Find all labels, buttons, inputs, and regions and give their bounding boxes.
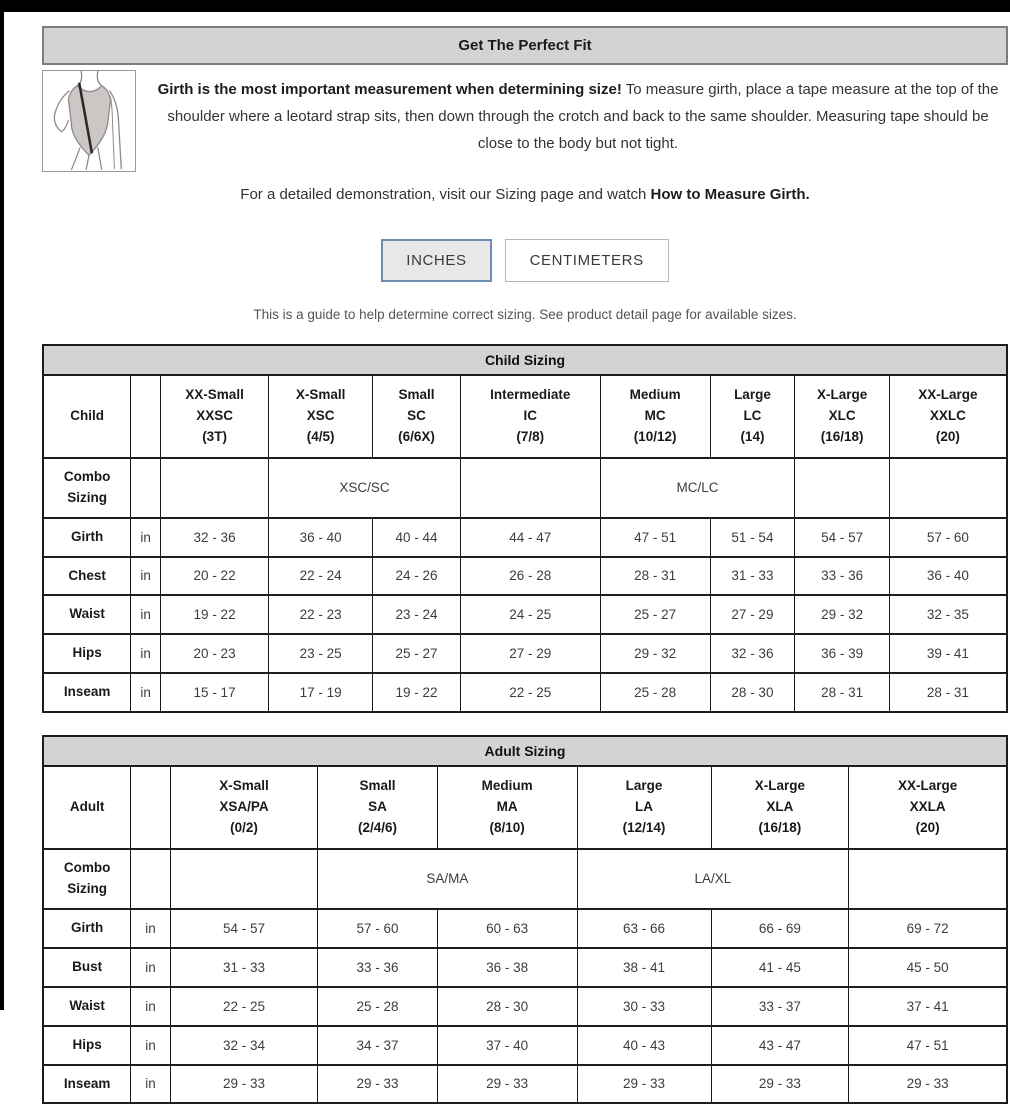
measurement-value: 27 - 29 [460,634,600,673]
measurement-value: 28 - 31 [600,557,710,596]
measurement-value: 22 - 25 [170,987,317,1026]
combo-sizing-row [43,849,1007,909]
size-column-header: Large LC (14) [710,375,795,458]
inches-button[interactable]: INCHES [381,239,491,282]
measurement-value: 47 - 51 [849,1026,1007,1065]
measurement-value: 37 - 40 [437,1026,577,1065]
measurement-value: 29 - 33 [170,1065,317,1104]
measurement-value: 25 - 27 [373,634,461,673]
size-column-header: XX-Large XXLC (20) [889,375,1007,458]
combo-unit-cell [131,849,171,909]
measurement-value: 33 - 36 [795,557,889,596]
measurement-row [43,1065,1007,1104]
adult-sizing-table [42,735,1008,1104]
unit-cell: in [131,518,161,557]
unit-header-cell [131,766,171,849]
size-column-header: Medium MA (8/10) [437,766,577,849]
measurement-value: 29 - 33 [849,1065,1007,1104]
measurement-row [43,634,1007,673]
measurement-value: 22 - 23 [269,595,373,634]
measurement-value: 51 - 54 [710,518,795,557]
combo-sizing-cell [170,849,317,909]
measurement-value: 28 - 31 [795,673,889,712]
combo-sizing-cell [889,458,1007,518]
measurement-value: 17 - 19 [269,673,373,712]
measurement-label: Inseam [43,673,131,712]
row-group-label: Adult [43,766,131,849]
measurement-value: 23 - 25 [269,634,373,673]
table-title-row [43,345,1007,375]
leotard-girth-diagram-icon [42,70,136,172]
measurement-value: 32 - 36 [161,518,269,557]
girth-instructions-lead: Girth is the most important measurement when determining size! [157,81,622,98]
table-title: Child Sizing [43,345,1007,375]
measurement-value: 30 - 33 [577,987,711,1026]
size-column-header: X-Small XSC (4/5) [269,375,373,458]
unit-toggle [42,239,1008,282]
measurement-value: 22 - 24 [269,557,373,596]
unit-cell: in [131,595,161,634]
unit-header-cell [131,375,161,458]
sizing-page [42,26,1008,1104]
size-column-header: Intermediate IC (7/8) [460,375,600,458]
table-title-row [43,736,1007,766]
measurement-value: 29 - 33 [318,1065,438,1104]
combo-sizing-cell [795,458,889,518]
combo-sizing-label: Combo Sizing [43,458,131,518]
measurement-value: 44 - 47 [460,518,600,557]
combo-sizing-label: Combo Sizing [43,849,131,909]
measurement-value: 19 - 22 [161,595,269,634]
row-group-label: Child [43,375,131,458]
measurement-value: 32 - 35 [889,595,1007,634]
measurement-label: Hips [43,634,131,673]
measurement-value: 69 - 72 [849,909,1007,948]
measurement-value: 54 - 57 [795,518,889,557]
measurement-row [43,987,1007,1026]
measurement-value: 31 - 33 [710,557,795,596]
measurement-value: 40 - 44 [373,518,461,557]
page-title: Get The Perfect Fit [42,26,1008,65]
measurement-value: 45 - 50 [849,948,1007,987]
combo-sizing-cell [460,458,600,518]
measurement-row [43,557,1007,596]
sizing-guide-note: This is a guide to help determine correct sizing. See product detail page for available sizes. [253,307,797,322]
measurement-value: 25 - 28 [600,673,710,712]
measurement-value: 29 - 33 [577,1065,711,1104]
measurement-value: 26 - 28 [460,557,600,596]
combo-unit-cell [131,458,161,518]
measurement-label: Waist [43,595,131,634]
measurement-value: 36 - 39 [795,634,889,673]
measurement-value: 33 - 37 [711,987,849,1026]
demo-link-line [42,186,1008,203]
unit-cell: in [131,1026,171,1065]
measurement-value: 60 - 63 [437,909,577,948]
combo-sizing-cell: MC/LC [600,458,795,518]
combo-sizing-cell: XSC/SC [269,458,461,518]
measurement-value: 57 - 60 [889,518,1007,557]
measurement-value: 32 - 34 [170,1026,317,1065]
measurement-label: Chest [43,557,131,596]
measurement-row [43,595,1007,634]
size-column-header: Large LA (12/14) [577,766,711,849]
screenshot-top-edge [0,0,1010,12]
measurement-row [43,518,1007,557]
size-column-header: X-Large XLC (16/18) [795,375,889,458]
measurement-value: 24 - 25 [460,595,600,634]
measurement-value: 36 - 40 [889,557,1007,596]
screenshot-left-edge [0,0,4,1010]
leotard-figure-drawing [43,71,135,171]
measurement-value: 57 - 60 [318,909,438,948]
measurement-value: 34 - 37 [318,1026,438,1065]
size-header-row [43,375,1007,458]
unit-cell: in [131,909,171,948]
measurement-row [43,1026,1007,1065]
measurement-value: 28 - 30 [710,673,795,712]
measurement-value: 27 - 29 [710,595,795,634]
demo-line-bold: How to Measure Girth. [650,186,810,203]
measurement-label: Inseam [43,1065,131,1104]
measurement-value: 32 - 36 [710,634,795,673]
size-column-header: Medium MC (10/12) [600,375,710,458]
size-column-header: XX-Small XXSC (3T) [161,375,269,458]
measurement-value: 36 - 38 [437,948,577,987]
measurement-label: Bust [43,948,131,987]
measurement-label: Girth [43,909,131,948]
measurement-value: 63 - 66 [577,909,711,948]
measurement-value: 28 - 31 [889,673,1007,712]
measurement-value: 23 - 24 [373,595,461,634]
measurement-label: Hips [43,1026,131,1065]
size-column-header: X-Small XSA/PA (0/2) [170,766,317,849]
centimeters-button[interactable]: CENTIMETERS [505,239,669,282]
combo-sizing-row [43,458,1007,518]
unit-cell: in [131,557,161,596]
unit-cell: in [131,634,161,673]
size-column-header: Small SC (6/6X) [373,375,461,458]
measurement-value: 43 - 47 [711,1026,849,1065]
combo-sizing-cell [161,458,269,518]
measurement-value: 66 - 69 [711,909,849,948]
measurement-value: 20 - 23 [161,634,269,673]
measurement-value: 29 - 33 [437,1065,577,1104]
measurement-value: 29 - 32 [600,634,710,673]
unit-cell: in [131,987,171,1026]
measurement-value: 20 - 22 [161,557,269,596]
measurement-value: 25 - 27 [600,595,710,634]
measurement-value: 29 - 33 [711,1065,849,1104]
measurement-value: 29 - 32 [795,595,889,634]
measurement-value: 38 - 41 [577,948,711,987]
size-column-header: XX-Large XXLA (20) [849,766,1007,849]
girth-instructions [136,70,1008,157]
table-title: Adult Sizing [43,736,1007,766]
measurement-value: 28 - 30 [437,987,577,1026]
measurement-value: 31 - 33 [170,948,317,987]
measurement-value: 40 - 43 [577,1026,711,1065]
size-header-row [43,766,1007,849]
unit-cell: in [131,1065,171,1104]
measurement-value: 37 - 41 [849,987,1007,1026]
measurement-row [43,909,1007,948]
girth-intro-section [42,70,1008,172]
measurement-value: 15 - 17 [161,673,269,712]
measurement-value: 41 - 45 [711,948,849,987]
measurement-value: 22 - 25 [460,673,600,712]
measurement-value: 19 - 22 [373,673,461,712]
measurement-row [43,948,1007,987]
measurement-value: 25 - 28 [318,987,438,1026]
unit-cell: in [131,673,161,712]
demo-line-prefix: For a detailed demonstration, visit our Sizing page and watch [240,186,651,203]
child-sizing-table [42,344,1008,713]
measurement-label: Waist [43,987,131,1026]
measurement-value: 54 - 57 [170,909,317,948]
unit-cell: in [131,948,171,987]
measurement-label: Girth [43,518,131,557]
measurement-row [43,673,1007,712]
measurement-value: 39 - 41 [889,634,1007,673]
measurement-value: 33 - 36 [318,948,438,987]
measurement-value: 36 - 40 [269,518,373,557]
combo-sizing-cell [849,849,1007,909]
combo-sizing-cell: SA/MA [318,849,577,909]
measurement-value: 47 - 51 [600,518,710,557]
size-column-header: Small SA (2/4/6) [318,766,438,849]
girth-instructions-body: To measure girth, place a tape measure at the top of the shoulder where a leotard strap sits, then down through the crotch and back to the same shoulder. Measuring tape should be close to the body but not tight. [167,81,999,152]
size-column-header: X-Large XLA (16/18) [711,766,849,849]
measurement-value: 24 - 26 [373,557,461,596]
combo-sizing-cell: LA/XL [577,849,849,909]
